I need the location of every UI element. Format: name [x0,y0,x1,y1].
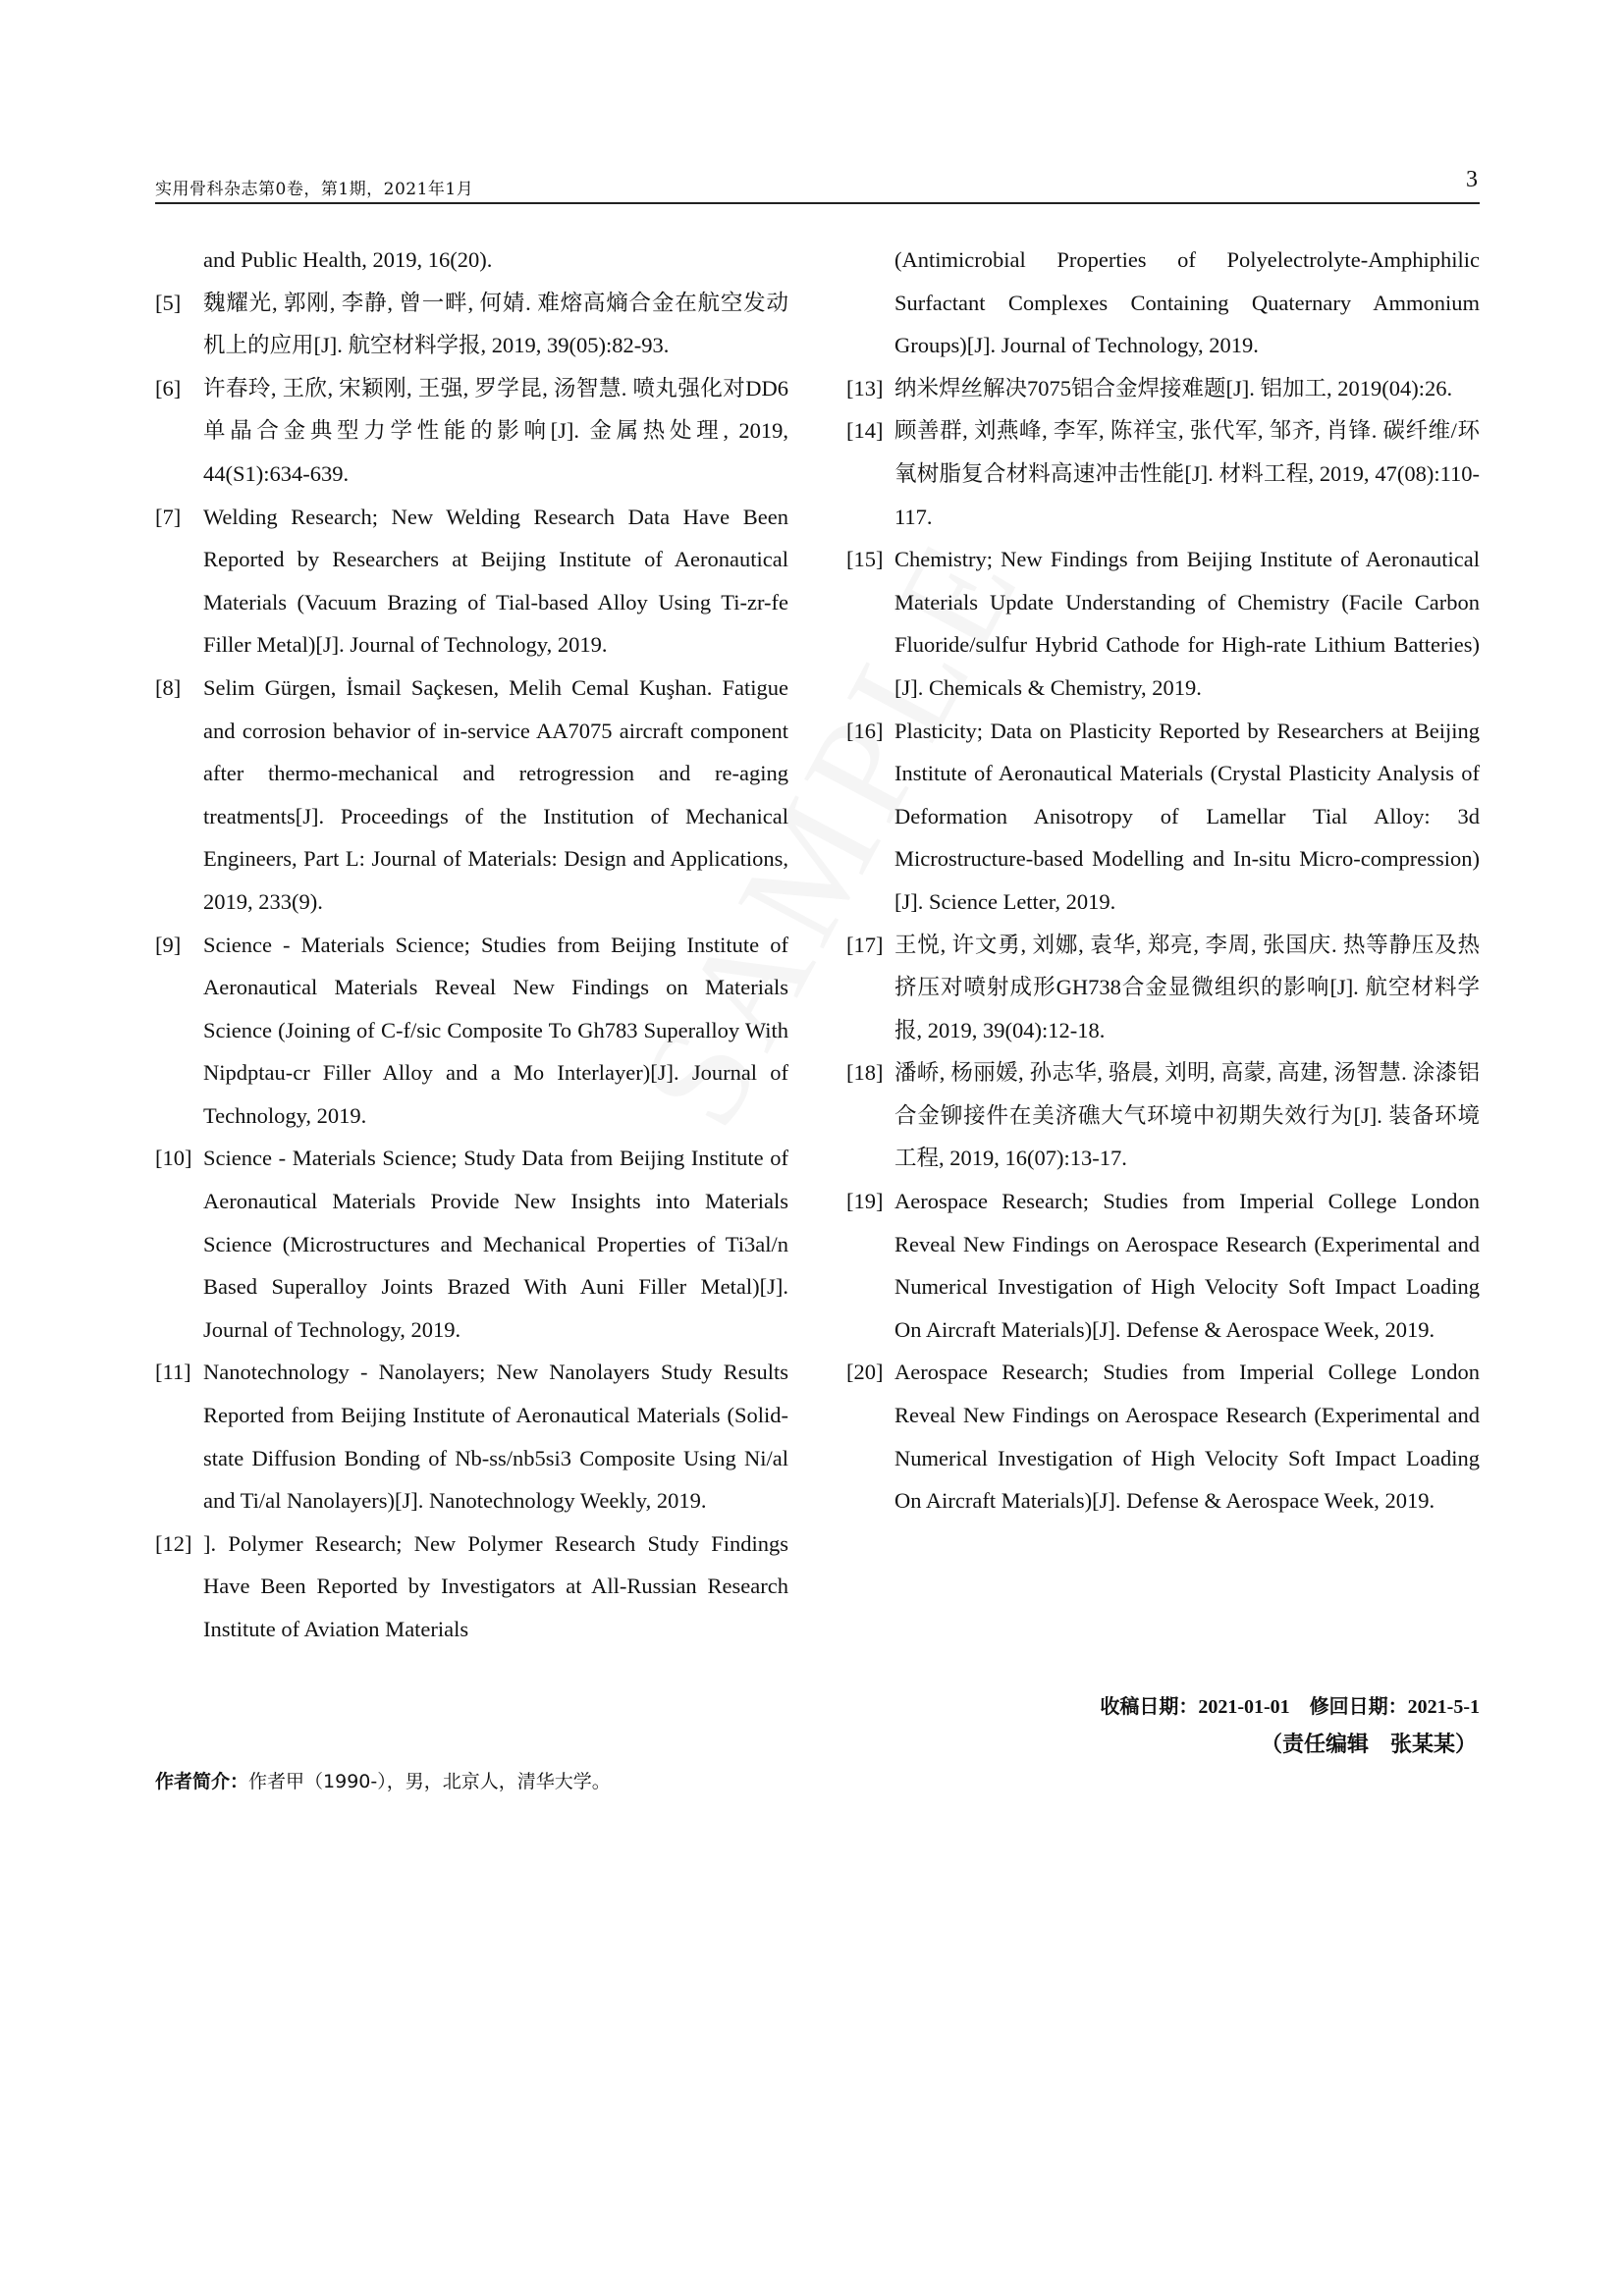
reference-item [846,1351,1480,1522]
journal-title: 实用骨科杂志第0卷，第1期，2021年1月 [155,180,474,199]
reference-item [846,367,1480,410]
reference-item [155,367,788,496]
author-bio-text: 作者甲（1990-），男，北京人，清华大学。 [248,1771,611,1792]
reference-item [846,1051,1480,1180]
reference-text: 许春玲, 王欣, 宋颖刚, 王强, 罗学昆, 汤智慧. 喷丸强化对DD6单晶合金典型力学性能的影响[J]. 金属热处理, 2019, 44(S1):634-639. [203,375,788,486]
reference-item [155,1351,788,1522]
reference-item [155,282,788,367]
reference-text: 顾善群, 刘燕峰, 李军, 陈祥宝, 张代军, 邹齐, 肖锋. 碳纤维/环氧树脂复合材料高速冲击性能[J]. 材料工程, 2019, 47(08):110-117. [894,418,1480,529]
reference-item [846,1180,1480,1351]
reference-number: [19] [846,1189,884,1214]
reference-text: Aerospace Research; Studies from Imperial College London Reveal New Findings on Aerospace Research (Experimental and Numerical Investigation of High Velocity Soft Impact Loading On Aircraft Materials)[J]. Defense & Aerospace Week, 2019. [894,1189,1480,1342]
author-bio-label: 作者简介： [155,1771,249,1792]
author-bio [155,1767,611,1793]
reference-item [155,1137,788,1351]
reference-number: [18] [846,1060,884,1086]
reference-item [846,538,1480,709]
reference-text: Selim Gürgen, İsmail Saçkesen, Melih Cemal Kuşhan. Fatigue and corrosion behavior of in-service AA7075 aircraft component after thermo-mechanical and retrogression and re-aging treatments[J]. Proceedings of the Institution of Mechanical Engineers, Part L: Journal of Materials: Design and Applications, 2019, 233(9). [203,674,788,914]
reference-number: [8] [155,674,182,700]
reference-number: [16] [846,718,884,743]
reference-text: Science - Materials Science; Studies from Beijing Institute of Aeronautical Materials Reveal New Findings on Materials Science (Joining of C-f/sic Composite To Gh783 Superalloy With Nipdptau-cr Filler Alloy and a Mo Interlayer)[J]. Journal of Technology, 2019. [203,932,788,1128]
reference-item [155,667,788,924]
reference-number: [6] [155,375,182,400]
reference-text: Chemistry; New Findings from Beijing Institute of Aeronautical Materials Update Understanding of Chemistry (Facile Carbon Fluoride/sulfur Hybrid Cathode for High-rate Lithium Batteries)[J]. Chemicals & Chemistry, 2019. [894,547,1480,700]
reference-item [846,710,1480,924]
reference-number: [14] [846,418,884,444]
reference-text: Science - Materials Science; Study Data from Beijing Institute of Aeronautical Materials Provide New Insights into Materials Science (Microstructures and Mechanical Properties of Ti3al/n Based Superalloy Joints Brazed With Auni Filler Metal)[J]. Journal of Technology, 2019. [203,1146,788,1342]
left-column [155,239,788,1651]
reference-number: [20] [846,1360,884,1385]
reference-item [155,1522,788,1651]
reference-number: [17] [846,932,884,957]
reference-item [155,496,788,667]
reference-continuation: (Antimicrobial Properties of Polyelectrolyte-Amphiphilic Surfactant Complexes Containing Quaternary Ammonium Groups)[J]. Journal of Technology, 2019. [894,247,1480,358]
reference-number: [12] [155,1530,192,1556]
reference-number: [7] [155,504,182,529]
reference-text: 纳米焊丝解决7075铝合金焊接难题[J]. 铝加工, 2019(04):26. [894,375,1453,400]
reference-text: Welding Research; New Welding Research Data Have Been Reported by Researchers at Beijing Institute of Aeronautical Materials (Vacuum Brazing of Tial-based Alloy Using Ti-zr-fe Filler Metal)[J]. Journal of Technology, 2019. [203,504,788,658]
reference-number: [15] [846,547,884,572]
running-header [155,167,1480,204]
responsible-editor: （责任编辑 张某某） [1260,1733,1477,1757]
reference-text: 王悦, 许文勇, 刘娜, 袁华, 郑亮, 李周, 张国庆. 热等静压及热挤压对喷射成形GH738合金显微组织的影响[J]. 航空材料学报, 2019, 39(04):12-18. [894,932,1480,1042]
received-revised-dates: 收稿日期：2021-01-01 修回日期：2021-5-1 [1100,1696,1480,1718]
reference-continuation: and Public Health, 2019, 16(20). [203,247,493,272]
reference-number: [9] [155,932,182,957]
reference-number: [5] [155,290,182,315]
reference-item [846,924,1480,1052]
reference-item [846,409,1480,538]
reference-text: 魏耀光, 郭刚, 李静, 曾一畔, 何婧. 难熔高熵合金在航空发动机上的应用[J]. 航空材料学报, 2019, 39(05):82-93. [203,290,788,358]
reference-text: Aerospace Research; Studies from Imperial College London Reveal New Findings on Aerospace Research (Experimental and Numerical Investigation of High Velocity Soft Impact Loading On Aircraft Materials)[J]. Defense & Aerospace Week, 2019. [894,1360,1480,1514]
reference-number: [10] [155,1146,192,1171]
reference-number: [13] [846,375,884,400]
reference-item [155,924,788,1138]
page-number: 3 [1466,167,1478,192]
reference-number: [11] [155,1360,191,1385]
right-column [846,239,1480,1522]
reference-text: 潘峤, 杨丽媛, 孙志华, 骆晨, 刘明, 高蒙, 高建, 汤智慧. 涂漆铝合金铆接件在美济礁大气环境中初期失效行为[J]. 装备环境工程, 2019, 16(07):13-17. [894,1060,1480,1171]
reference-text: Nanotechnology - Nanolayers; New Nanolayers Study Results Reported from Beijing Institute of Aeronautical Materials (Solid-state Diffusion Bonding of Nb-ss/nb5si3 Composite Using Ni/al and Ti/al Nanolayers)[J]. Nanotechnology Weekly, 2019. [203,1360,788,1514]
reference-text: Plasticity; Data on Plasticity Reported by Researchers at Beijing Institute of Aeronautical Materials (Crystal Plasticity Analysis of Deformation Anisotropy of Lamellar Tial Alloy: 3d Microstructure-based Modelling and In-situ Micro-compression)[J]. Science Letter, 2019. [894,718,1480,914]
reference-text: ]. Polymer Research; New Polymer Research Study Findings Have Been Reported by Investigators at All-Russian Research Institute of Aviation Materials [203,1530,788,1641]
